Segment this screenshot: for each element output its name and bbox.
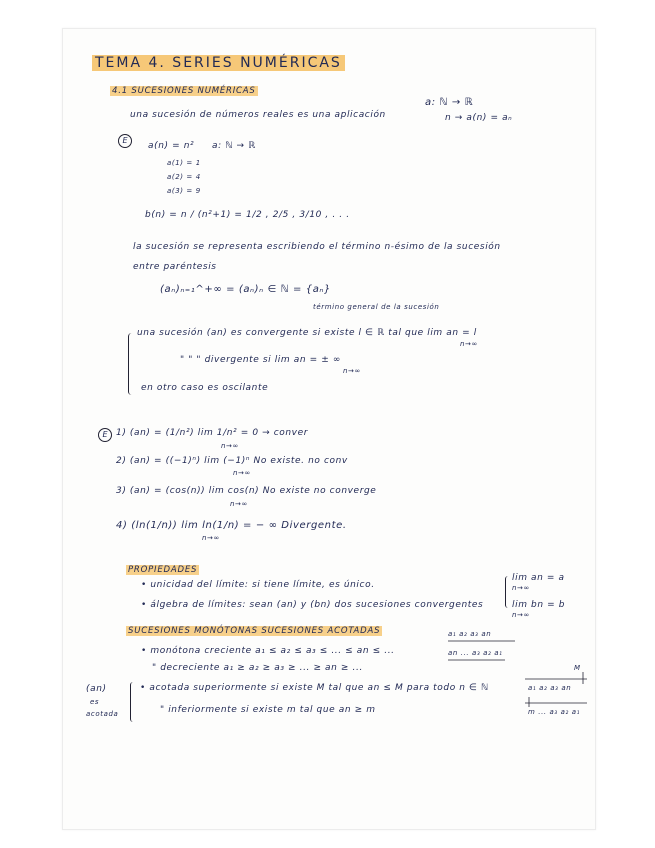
bounded-upper: • acotada superiormente si existe M tal que an ≤ M para todo n ∈ ℕ <box>140 683 489 693</box>
monotone-heading-text: SUCESIONES MONÓTONAS SUCESIONES ACOTADAS <box>128 626 381 636</box>
sketch-decreasing: an ... a₃ a₂ a₁ <box>448 649 503 657</box>
convergent-def: una sucesión (an) es convergente si existe l ∈ ℝ tal que lim an = l <box>137 328 477 338</box>
example-3: 3) (an) = (cos(n)) lim cos(n) No existe no converge <box>116 486 377 496</box>
bounded-label-1: (an) <box>86 684 107 694</box>
map-line-2: n → a(n) = aₙ <box>445 113 513 123</box>
example-a-formula: a(n) = n² <box>148 141 195 151</box>
properties-heading-text: PROPIEDADES <box>128 565 198 575</box>
bounded-label-3: acotada <box>86 710 119 718</box>
example-1: 1) (an) = (1/n²) lim 1/n² = 0 → conver <box>116 428 309 438</box>
monotone-increasing: • monótona creciente a₁ ≤ a₂ ≤ a₃ ≤ ... ≤ an ≤ ... <box>141 646 395 656</box>
bounded-lower: " inferiormente si existe m tal que an ≥ m <box>160 705 376 715</box>
monotone-decreasing: " decreciente a₁ ≥ a₂ ≥ a₃ ≥ ... ≥ an ≥ ... <box>152 663 363 673</box>
limit-a: lim an = a <box>512 573 565 583</box>
limit-subscript: n→∞ <box>230 500 248 508</box>
example-a-map: a: ℕ → ℝ <box>212 141 256 151</box>
example-a2: a(2) = 4 <box>167 173 201 181</box>
example-b: b(n) = n / (n²+1) = 1/2 , 2/5 , 3/10 , . . . <box>145 210 350 220</box>
map-line-1: a: ℕ → ℝ <box>425 97 474 108</box>
sketch-lower: m ... a₃ a₂ a₁ <box>528 708 581 716</box>
note-line-2: entre paréntesis <box>133 262 217 272</box>
example-mark-2: E <box>98 428 112 442</box>
note-line-1: la sucesión se representa escribiendo el término n-ésimo de la sucesión <box>133 242 501 252</box>
limit-subscript: n→∞ <box>233 469 251 477</box>
example-a3: a(3) = 9 <box>167 187 201 195</box>
property-1: • unicidad del límite: si tiene límite, es único. <box>141 580 375 590</box>
oscillating-def: en otro caso es oscilante <box>141 383 269 393</box>
divergent-def: " " " divergente si lim an = ± ∞ <box>180 355 341 365</box>
bounded-label-2: es <box>90 698 100 706</box>
limit-subscript: n→∞ <box>202 534 220 542</box>
property-2: • álgebra de límites: sean (an) y (bn) dos sucesiones convergentes <box>141 600 484 610</box>
limit-subscript: n→∞ <box>343 367 361 375</box>
notation-caption: término general de la sucesión <box>313 303 440 311</box>
sketch-upper: a₁ a₂ a₃ an <box>528 684 572 692</box>
definition-text: una sucesión de números reales es una aplicación <box>130 110 386 120</box>
limit-subscript: n→∞ <box>460 340 478 348</box>
notation: (aₙ)ₙ₌₁^+∞ = (aₙ)ₙ ∈ ℕ = {aₙ} <box>160 284 331 295</box>
example-2: 2) (an) = ((−1)ⁿ) lim (−1)ⁿ No existe. no conv <box>116 456 348 466</box>
limit-subscript: n→∞ <box>221 442 239 450</box>
section-heading-text: 4.1 SUCESIONES NUMÉRICAS <box>112 86 256 96</box>
example-a1: a(1) = 1 <box>167 159 201 167</box>
limit-b: lim bn = b <box>512 600 566 610</box>
limit-subscript: n→∞ <box>512 611 530 619</box>
sketch-increasing: a₁ a₂ a₃ an <box>448 630 492 638</box>
example-mark: E <box>118 134 132 148</box>
example-4: 4) (ln(1/n)) lim ln(1/n) = − ∞ Divergente. <box>116 520 347 531</box>
page-title-text: TEMA 4. SERIES NUMÉRICAS <box>92 55 345 71</box>
limit-subscript: n→∞ <box>512 584 530 592</box>
sketch-upper-m: M <box>574 664 581 672</box>
bounded-brace <box>130 682 136 722</box>
